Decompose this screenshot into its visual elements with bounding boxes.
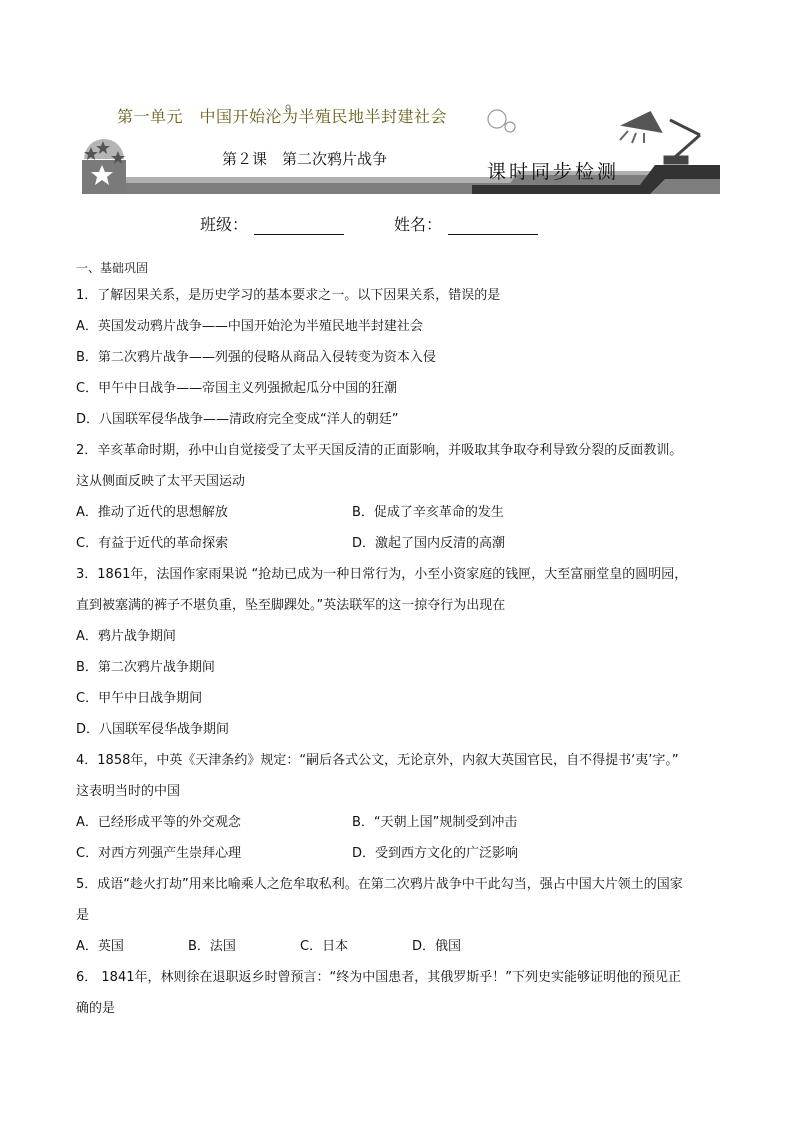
option[interactable]: B．第二次鸦片战争——列强的侵略从商品入侵转变为资本入侵 bbox=[76, 350, 436, 365]
question-content bbox=[76, 258, 726, 1024]
option[interactable]: C．有益于近代的革命探索 bbox=[76, 536, 229, 551]
question-1 bbox=[76, 280, 726, 435]
question-stem: 1．了解因果关系，是历史学习的基本要求之一。以下因果关系，错误的是 bbox=[76, 288, 501, 303]
question-stem: 6． 1841年，林则徐在退职返乡时曾预言：“终为中国患者，其俄罗斯乎！”下列史实能够证明他的预见正 bbox=[76, 970, 681, 985]
lesson-title: 第２课 第二次鸦片战争 bbox=[222, 150, 388, 168]
option[interactable]: C．甲午中日战争——帝国主义列强掀起瓜分中国的狂潮 bbox=[76, 381, 398, 396]
option[interactable]: B．第二次鸦片战争期间 bbox=[76, 660, 215, 675]
option[interactable]: B．“天朝上国”规制受到冲击 bbox=[352, 815, 518, 830]
option[interactable]: D．受到西方文化的广泛影响 bbox=[352, 846, 519, 861]
option[interactable]: D．俄国 bbox=[412, 939, 462, 954]
option[interactable]: B．促成了辛亥革命的发生 bbox=[352, 505, 504, 520]
option[interactable]: D．八国联军侵华战争——清政府完全变成“洋人的朝廷” bbox=[76, 412, 399, 427]
question-stem-cont: 这表明当时的中国 bbox=[76, 784, 181, 799]
question-stem-cont: 这从侧面反映了太平天国运动 bbox=[76, 474, 246, 489]
question-stem-cont: 是 bbox=[76, 908, 90, 923]
name-field[interactable] bbox=[394, 212, 538, 235]
option[interactable]: A．鸦片战争期间 bbox=[76, 629, 176, 644]
question-stem: 3．1861年，法国作家雨果说 “抢劫已成为一种日常行为，小至小资家庭的钱匣，大至富丽堂皇的圆明园， bbox=[76, 567, 688, 582]
banner-label: 课时同步检测 bbox=[487, 161, 620, 183]
class-field[interactable] bbox=[200, 212, 344, 235]
question-stem-cont: 确的是 bbox=[76, 1001, 116, 1016]
option[interactable]: C．日本 bbox=[300, 939, 349, 954]
option[interactable]: A．已经形成平等的外交观念 bbox=[76, 815, 241, 830]
option[interactable]: A．英国 bbox=[76, 939, 124, 954]
option[interactable]: C．对西方列强产生崇拜心理 bbox=[76, 846, 242, 861]
question-stem: 5．成语“趁火打劫”用来比喻乘人之危牟取私利。在第二次鸦片战争中干此勾当，强占中国大片领土的国家 bbox=[76, 877, 683, 892]
question-5 bbox=[76, 869, 726, 962]
light-rays-icon bbox=[620, 131, 644, 143]
name-label: 姓名： bbox=[394, 215, 443, 234]
question-stem: 4．1858年，中英《天津条约》规定：“嗣后各式公文，无论京外，内叙大英国官民，自不得提书‘夷’字。” bbox=[76, 753, 679, 768]
option[interactable]: D．激起了国内反清的高潮 bbox=[352, 536, 506, 551]
question-stem: 2．辛亥革命时期，孙中山自觉接受了太平天国反清的正面影响，并吸取其争取夺利导致分裂的反面教训。 bbox=[76, 443, 683, 458]
option[interactable]: A．英国发动鸦片战争——中国开始沦为半殖民地半封建社会 bbox=[76, 319, 423, 334]
star-emblem-icon bbox=[82, 139, 126, 194]
option[interactable]: A．推动了近代的思想解放 bbox=[76, 505, 228, 520]
question-stem-cont: 直到被塞满的裤子不堪负重，坠至脚踝处。”英法联军的这一掠夺行为出现在 bbox=[76, 598, 506, 613]
student-info bbox=[0, 212, 794, 236]
class-label: 班级： bbox=[200, 215, 249, 234]
class-blank[interactable] bbox=[254, 216, 344, 235]
option[interactable]: B．法国 bbox=[188, 939, 236, 954]
question-6 bbox=[76, 962, 726, 1024]
option[interactable]: D．八国联军侵华战争期间 bbox=[76, 722, 230, 737]
question-2 bbox=[76, 435, 726, 559]
desk-lamp-icon bbox=[625, 113, 700, 163]
question-4 bbox=[76, 745, 726, 869]
question-3 bbox=[76, 559, 726, 745]
option[interactable]: C．甲午中日战争期间 bbox=[76, 691, 203, 706]
section-title: 一、基础巩固 bbox=[76, 261, 149, 275]
unit-title: 第一单元 中国开始沦为半殖民地半封建社会 bbox=[117, 107, 448, 126]
name-blank[interactable] bbox=[448, 216, 538, 235]
